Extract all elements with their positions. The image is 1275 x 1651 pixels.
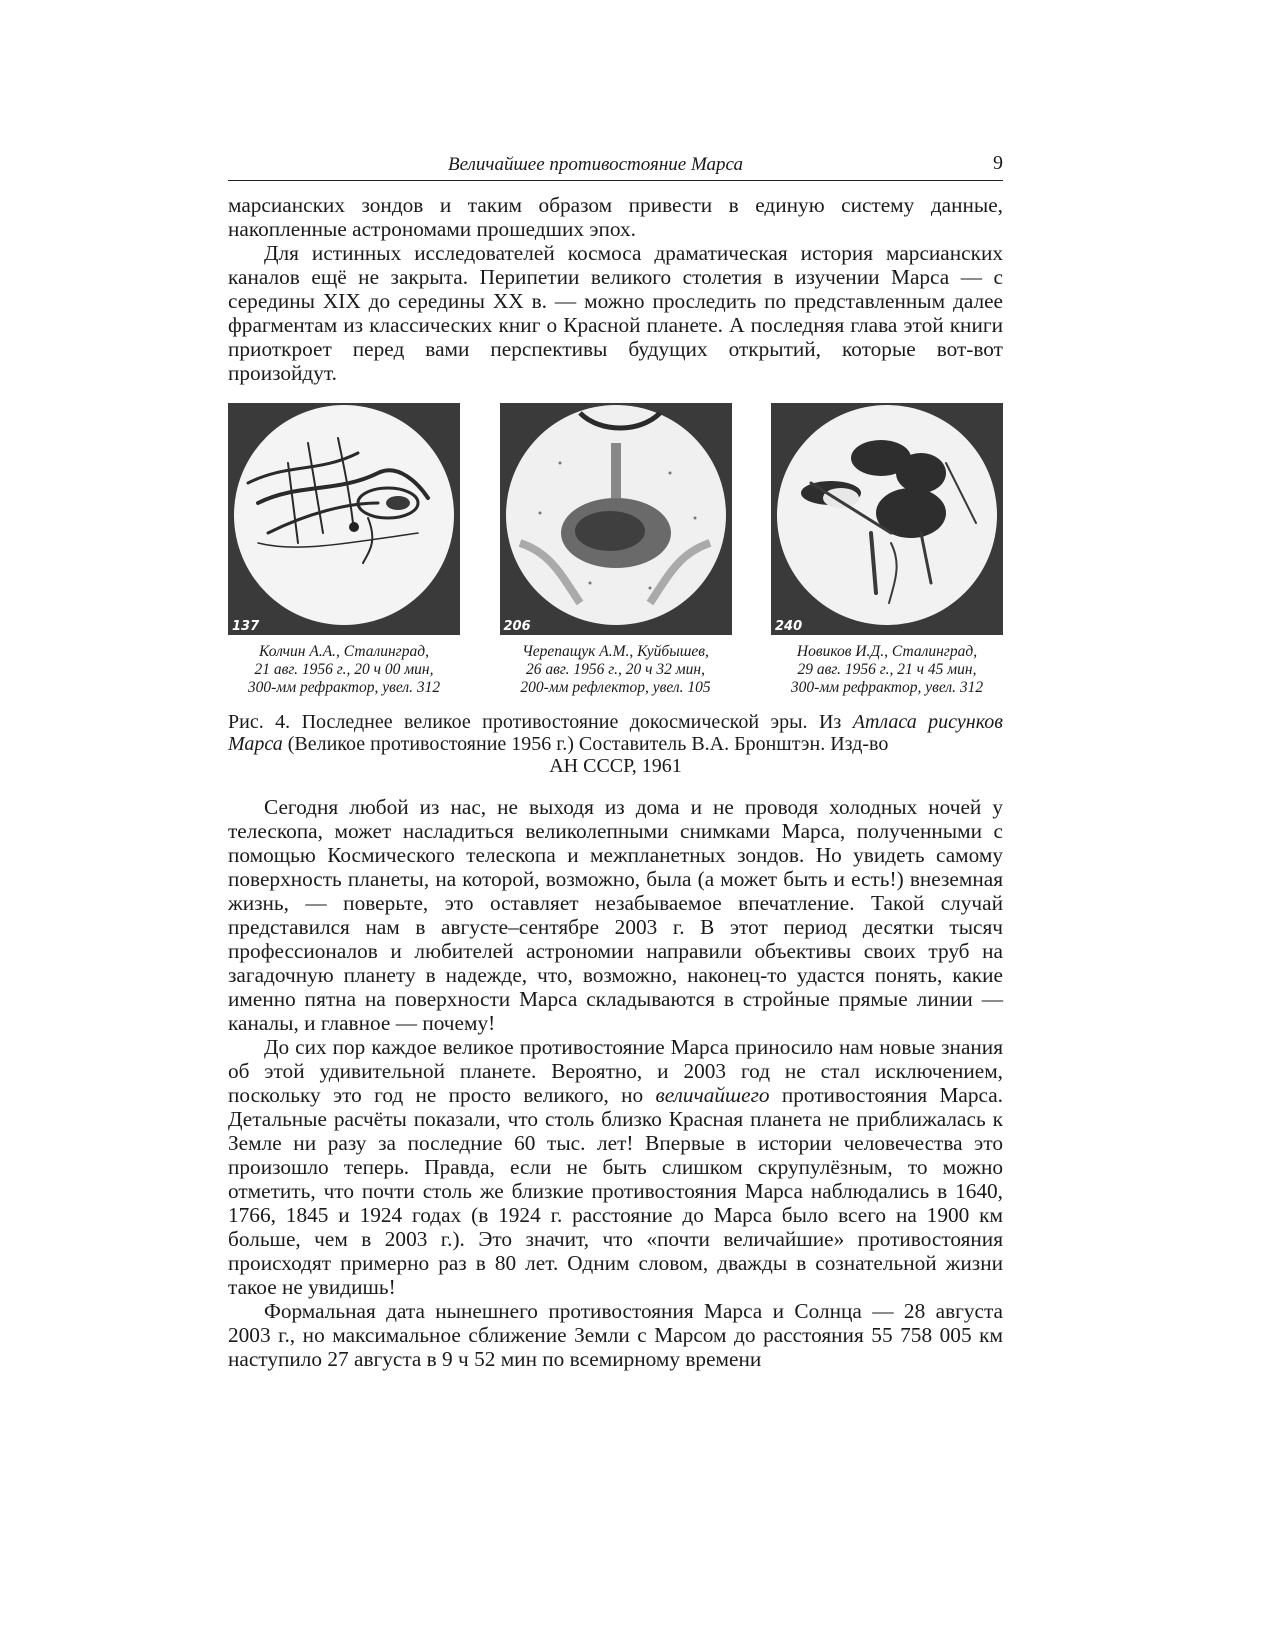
panel-caption xyxy=(771,643,1003,697)
paragraph-1: марсианских зондов и таким образом привести в единую систему данные, накопленные астрономами прошедших эпох. xyxy=(228,193,1003,241)
paragraph-4-text-b: противостояния Марса. Детальные расчёты показали, что столь близко Красная планета не приближалась к Земле ни разу за последние 60 тыс. лет! Впервые в истории человечества это произошло теперь. Правда, если не быть слишком скрупулёзным, то можно отметить, что почти столь же близкие противостояния Марса наблюдались в 1640, 1766, 1845 и 1924 годах (в 1924 г. расстояние до Марса было всего на 1900 км больше, чем в 2003 г.). Это значит, что «почти величайшие» противостояния происходят примерно раз в 80 лет. Одним словом, дважды в сознательной жизни такое не увидишь! xyxy=(228,1083,1003,1299)
panel-date: 21 авг. 1956 г., 20 ч 00 мин, xyxy=(254,661,434,678)
paragraph-4-text-a: До сих пор каждое великое противостояние Марса приносило нам новые знания об этой удивительной планете. Вероятно, и 2003 год не стал исключением, поскольку это год не просто великого, но xyxy=(228,1035,1003,1107)
page-number: 9 xyxy=(993,152,1003,174)
caption-text-cont: (Великое противостояние 1956 г.) Составитель В.А. Бронштэн. Изд-во xyxy=(282,733,889,755)
panel-author: Новиков И.Д., Сталинград, xyxy=(796,643,978,660)
plate-number: 137 xyxy=(232,619,260,634)
mars-disk-drawing-icon xyxy=(228,403,460,635)
running-head xyxy=(228,150,1003,181)
paragraph-4 xyxy=(228,1035,1003,1299)
plate-number: 206 xyxy=(503,619,531,634)
figure-panel-240 xyxy=(771,403,1003,697)
paragraph-4-emphasis: величайшего xyxy=(655,1083,770,1107)
figure-panel-137 xyxy=(228,403,460,697)
panel-date: 26 авг. 1956 г., 20 ч 32 мин, xyxy=(525,661,705,678)
paragraph-2: Для истинных исследователей космоса драматическая история марсианских каналов ещё не закрыта. Перипетии великого столетия в изучении Марса — с середины XIX до середины XX в. — можно проследить по представленным далее фрагментам из классических книг о Красной планете. А последняя глава этой книги приоткроет перед вами перспективы будущих открытий, которые вот-вот произойдут. xyxy=(228,241,1003,385)
paragraph-3: Сегодня любой из нас, не выходя из дома и не проводя холодных ночей у телескопа, может насладиться великолепными снимками Марса, полученными с помощью Космического телескопа и межпланетных зондов. Но увидеть самому поверхность планеты, на которой, возможно, была (а может быть и есть!) внеземная жизнь, — поверьте, это оставляет незабываемое впечатление. Такой случай представился нам в августе–сентябре 2003 г. В этот период десятки тысяч профессионалов и любителей астрономии направили объективы своих труб на загадочную планету в надежде, что, возможно, наконец-то удастся понять, какие именно пятна на поверхности Марса складываются в стройные прямые линии — каналы, и главное — почему! xyxy=(228,795,1003,1035)
caption-book-title: Атласа рисунков Марса xyxy=(228,711,1003,755)
mars-drawing-206 xyxy=(500,403,732,635)
panel-instrument: 300-мм рефрактор, увел. 312 xyxy=(790,679,984,696)
paragraph-5: Формальная дата нынешнего противостояния Марса и Солнца — 28 августа 2003 г., но максимальное сближение Земли с Марсом до расстояния 55 758 005 км наступило 27 августа в 9 ч 52 мин по всемирному времени xyxy=(228,1299,1003,1371)
panel-author: Черепащук А.М., Куйбышев, xyxy=(522,643,709,660)
panel-author: Колчин А.А., Сталинград, xyxy=(259,643,429,660)
caption-publisher-line: АН СССР, 1961 xyxy=(549,755,682,777)
mars-disk-drawing-icon xyxy=(500,403,732,635)
figure-panels xyxy=(228,403,1003,697)
running-title: Величайшее противостояние Марса xyxy=(448,154,743,175)
mars-drawing-240 xyxy=(771,403,1003,635)
caption-text: Рис. 4. Последнее великое противостояние докосмической эры. Из xyxy=(228,711,853,733)
mars-drawing-137 xyxy=(228,403,460,635)
figure-caption xyxy=(228,711,1003,777)
figure-panel-206 xyxy=(500,403,732,697)
figure-4 xyxy=(228,403,1003,777)
panel-caption xyxy=(500,643,732,697)
plate-number: 240 xyxy=(775,619,803,634)
mars-disk-drawing-icon xyxy=(771,403,1003,635)
panel-instrument: 200-мм рефлектор, увел. 105 xyxy=(520,679,711,696)
panel-instrument: 300-мм рефрактор, увел. 312 xyxy=(247,679,441,696)
panel-date: 29 авг. 1956 г., 21 ч 45 мин, xyxy=(797,661,977,678)
panel-caption xyxy=(228,643,460,697)
page xyxy=(228,150,1003,1371)
